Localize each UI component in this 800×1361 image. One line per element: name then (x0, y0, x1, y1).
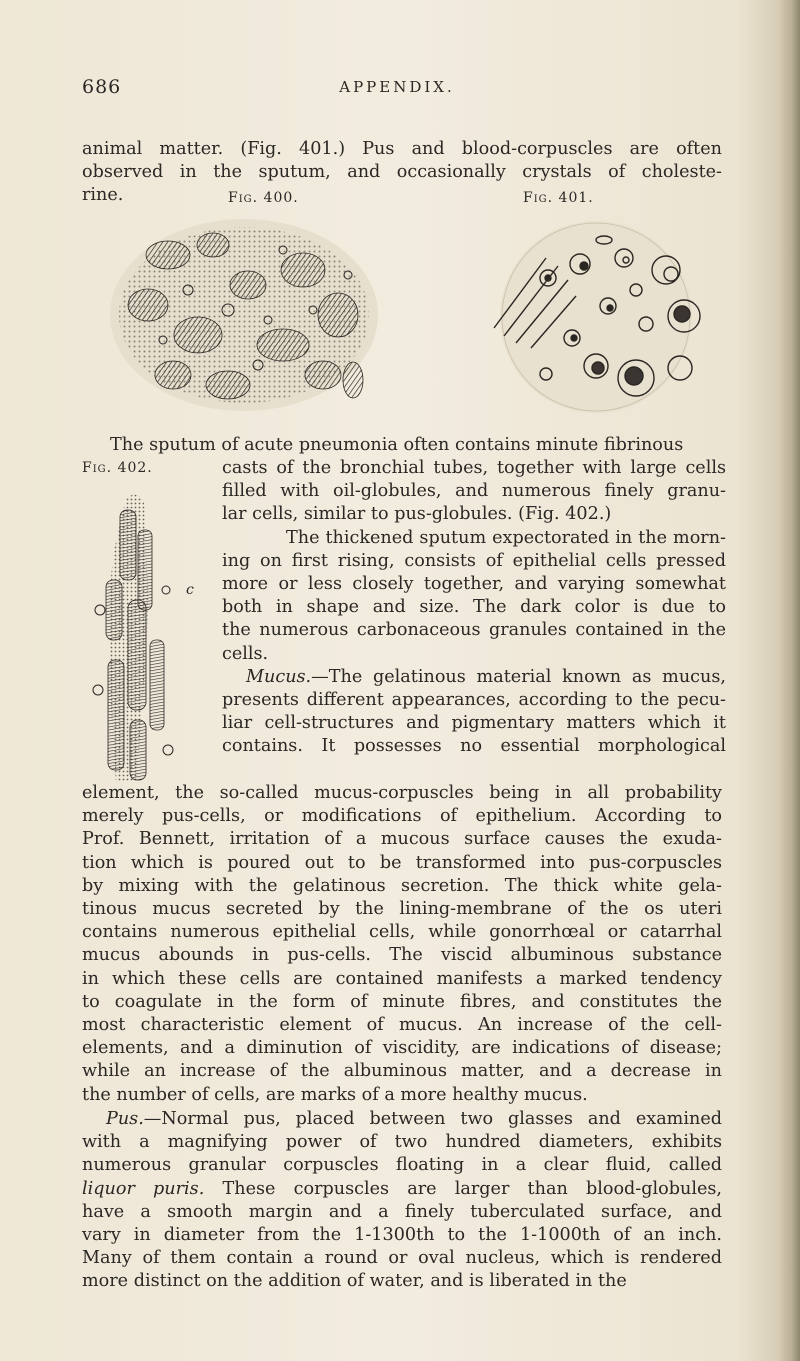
text-line: the numerous carbonaceous granules contained in the (222, 620, 726, 641)
text-line: filled with oil-globules, and numerous finely granu- (222, 481, 726, 502)
page-number: 686 (82, 76, 122, 98)
fig-401-caption: Fig. 401. (523, 190, 594, 206)
pus-paragraph (82, 1108, 722, 1294)
text-line: more distinct on the addition of water, and is liberated in the (82, 1271, 627, 1292)
fig-402-caption: Fig. 402. (82, 460, 153, 476)
text-line: contains. It possesses no essential morphological (222, 736, 726, 757)
text-line: liar cell-structures and pigmentary matters which it (222, 713, 726, 734)
text-line: animal matter. (Fig. 401.) Pus and blood-corpuscles are often (82, 139, 722, 159)
page-header (82, 76, 742, 116)
running-head: APPENDIX. (339, 78, 455, 96)
mucus-heading: Mucus. (246, 666, 312, 687)
liquor-puris-term: liquor puris. (82, 1178, 205, 1199)
sputum-first-line: The sputum of acute pneumonia often contains minute fibrinous (110, 435, 684, 455)
text-line: both in shape and size. The dark color is due to (222, 597, 726, 618)
text-line: rine. (82, 185, 124, 206)
text-line: observed in the sputum, and occasionally crystals of choleste- (82, 162, 722, 183)
text-line: contains numerous epithelial cells, while gonorrhœal or catarrhal (82, 922, 722, 943)
text-line: vary in diameter from the 1-1300th to the 1-1000th of an inch. (82, 1225, 722, 1246)
text-line: most characteristic element of mucus. An increase of the cell- (82, 1015, 722, 1036)
page-edge-shadow (778, 0, 800, 1361)
text-line: ing on first rising, consists of epithelial cells pressed (222, 550, 726, 571)
text-line: lar cells, similar to pus-globules. (Fig. 402.) (222, 504, 612, 525)
text-line: numerous granular corpuscles floating in a clear fluid, called (82, 1155, 722, 1176)
text-line: merely pus-cells, or modifications of epithelium. According to (82, 806, 722, 827)
pus-heading: Pus. (106, 1109, 144, 1129)
text-line: Prof. Bennett, irritation of a mucous surface causes the exuda- (82, 829, 722, 850)
text-line: to coagulate in the form of minute fibres, and constitutes the (82, 991, 722, 1012)
pus-first-line-rest: —Normal pus, placed between two glasses and examined (143, 1109, 722, 1129)
text-line: Many of them contain a round or oval nucleus, which is rendered (82, 1248, 722, 1269)
text-line: tinous mucus secreted by the lining-membrane of the os uteri (82, 899, 722, 920)
text-line: have a smooth margin and a finely tuberculated surface, and (82, 1201, 722, 1222)
sputum-column-text (222, 457, 726, 759)
text-line: mucus abounds in pus-cells. The viscid albuminous substance (82, 945, 722, 966)
intro-paragraph (82, 138, 722, 208)
fig-400-illustration (108, 215, 380, 417)
text-line: more or less closely together, and varying somewhat (222, 574, 726, 595)
fig-400-caption: Fig. 400. (228, 190, 299, 206)
pus-first-line (82, 1108, 722, 1131)
fig-402-illustration (86, 490, 186, 786)
mucus-first-line (222, 666, 726, 689)
text-line: The thickened sputum expectorated in the morn- (286, 527, 726, 548)
text-line: in which these cells are contained manifests a marked tendency (82, 968, 722, 989)
mucus-paragraph (82, 782, 722, 1107)
text-line: while an increase of the albuminous matter, and a decrease in (82, 1061, 722, 1082)
text-line: element, the so-called mucus-corpuscles being in all probability (82, 783, 722, 803)
text-line: casts of the bronchial tubes, together with large cells (222, 458, 726, 478)
text-line: tion which is poured out to be transformed into pus-corpuscles (82, 852, 722, 873)
text-line: elements, and a diminution of viscidity, are indications of disease; (82, 1038, 722, 1059)
liquor-line (82, 1178, 722, 1201)
liquor-line-rest: These corpuscles are larger than blood-globules, (204, 1178, 722, 1199)
text-line: by mixing with the gelatinous secretion. The thick white gela- (82, 875, 722, 896)
text-line: presents different appearances, according to the pecu- (222, 690, 726, 711)
fig-401-illustration (476, 218, 716, 416)
mucus-first-line-rest: —The gelatinous material known as mucus, (311, 666, 726, 687)
text-line: cells. (222, 643, 269, 664)
fig-402-label-c: c (186, 582, 195, 598)
text-line: with a magnifying power of two hundred diameters, exhibits (82, 1132, 722, 1153)
text-line: the number of cells, are marks of a more healthy mucus. (82, 1084, 588, 1105)
